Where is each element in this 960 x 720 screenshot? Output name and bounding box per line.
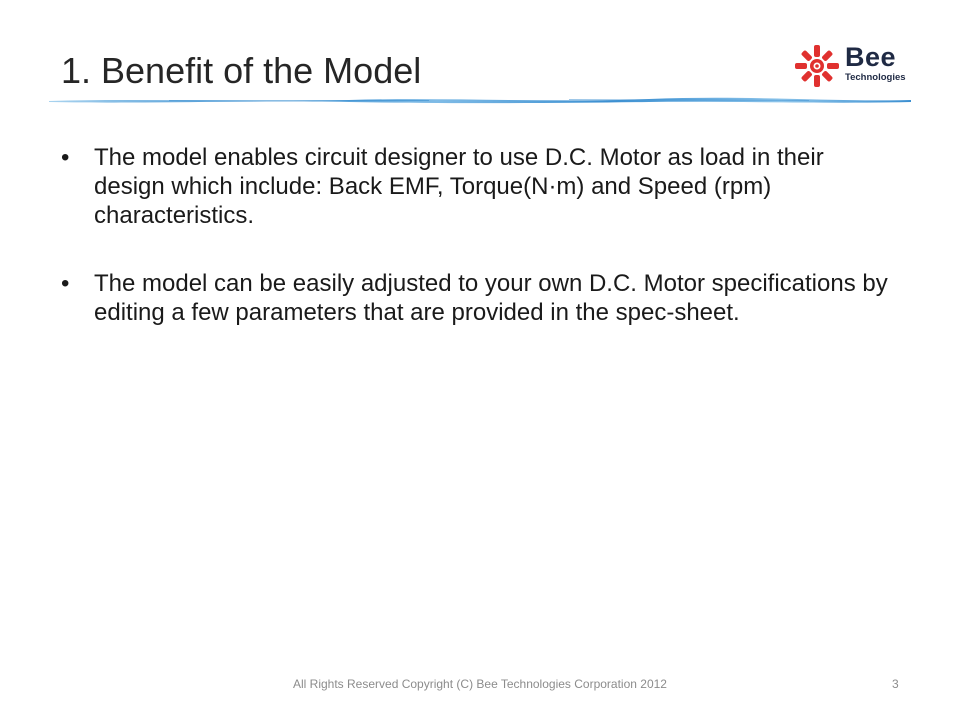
bee-technologies-logo xyxy=(793,44,917,88)
logo-tagline: Technologies xyxy=(845,72,906,83)
slide-title: 1. Benefit of the Model xyxy=(61,50,422,91)
title-divider xyxy=(49,96,911,106)
copyright-footer: All Rights Reserved Copyright (C) Bee Technologies Corporation 2012 xyxy=(293,677,667,691)
bullet-marker: • xyxy=(61,270,70,297)
bee-star-icon xyxy=(793,44,845,88)
bullet-list xyxy=(61,143,891,366)
logo-wordmark: Bee xyxy=(845,42,897,72)
bullet-text: The model can be easily adjusted to your own D.C. Motor specifications by editing a few parameters that are provided in the spec-sheet. xyxy=(94,270,888,326)
bullet-text: The model enables circuit designer to use D.C. Motor as load in their design which include: Back EMF, Torque(N·m) and Speed (rpm) characteristics. xyxy=(94,144,824,229)
bullet-marker: • xyxy=(61,144,70,171)
list-item xyxy=(61,269,891,327)
list-item xyxy=(61,143,891,230)
page-number: 3 xyxy=(892,677,899,691)
